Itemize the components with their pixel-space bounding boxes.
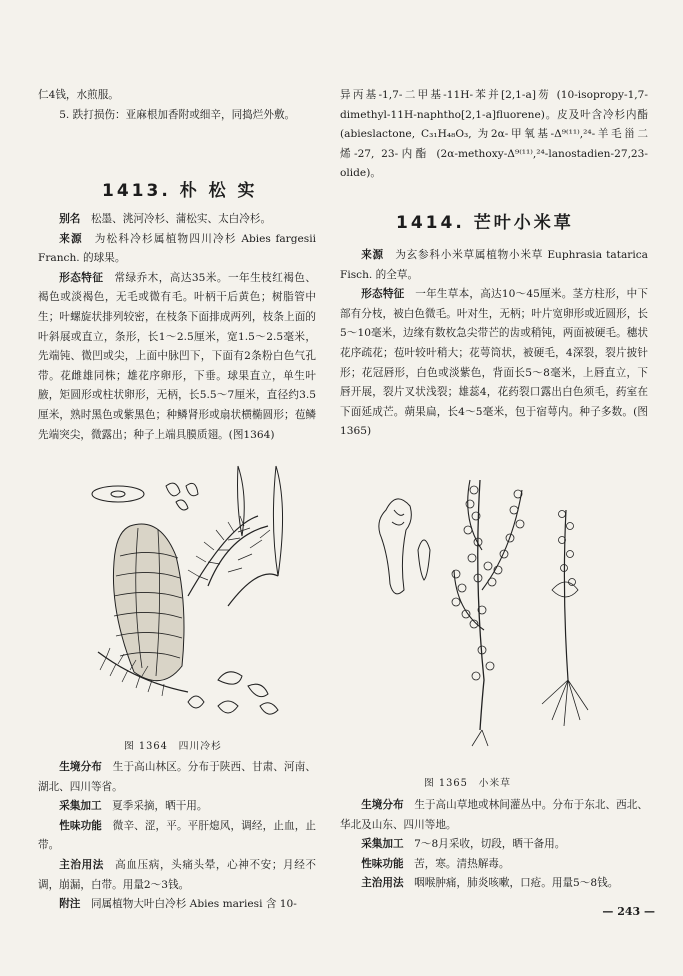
usage-text-2: 咽喉肿痛，肺炎咳嗽，口疮。用量5～8钱。 (414, 877, 619, 890)
habitat-text: 生于高山林区。分布于陕西、甘肃、河南、湖北、四川等省。 (38, 761, 317, 793)
nature-label-2: 性味功能 (361, 857, 404, 870)
main-stem-drawing (478, 480, 484, 730)
page-number: — 243 — (602, 905, 655, 918)
nature-text: 微辛、涩，平。平肝熄风，调经，止血，止带。 (38, 819, 317, 852)
habitat-text-2: 生于高山草地或林间灌丛中。分布于东北、西北、华北及山东、四川等地。 (340, 799, 649, 831)
morph-label: 形态特征 (59, 271, 104, 284)
harvest-label: 采集加工 (59, 800, 102, 813)
entry-1413-details (38, 758, 316, 915)
intro-block (38, 86, 316, 125)
entry-1414-details (340, 796, 648, 894)
cone-drawing (113, 524, 184, 681)
euphrasia-illustration (370, 470, 620, 760)
morph-text: 常绿乔木，高达35米。一年生枝红褐色、褐色或淡褐色，无毛或微有毛。叶柄干后黄色；树脂管中生；叶螺旋状排列较密，在枝条下面排成两列，枝条上面的叶斜展或直立，条形，长1～2.5厘米，宽1.5～2.5毫米，先端钝、微凹或尖，上面中脉凹下，下面有2条粉白色气孔带。花雌雄同株；雄花序卵形，下垂。球果直立，单生叶腋，矩圆形或柱状卵形，无柄，长5.5～7厘米，直径约3.5厘米，熟时黑色或紫黑色；种鳞肾形或扇状横椭圆形；苞鳞先端突尖，微露出；种子上端具膜质翅。(图1364) (38, 271, 317, 441)
aliases-text: 松墨、洮河冷杉、蒲松实、太白冷杉。 (90, 213, 272, 225)
seed-wing-drawing (92, 486, 144, 502)
branch-drawing (188, 516, 278, 606)
usage-label: 主治用法 (59, 858, 104, 871)
morph-text-2: 一年生草本，高达10～45厘米。茎方柱形，中下部有分枝，被白色微毛。叶对生，无柄；叶片宽卵形或近圆形，长5～10毫米，边缘有数枚急尖带芒的齿或稍钝，两面被硬毛。穗状花序疏花；苞叶较叶稍大；花萼筒状，被硬毛，4深裂，裂片披针形；花冠唇形，白色或淡紫色，背面长5～8毫米，上唇直立，下唇开展，裂片叉状浅裂；雄蕊4，花药裂口露出白色须毛，药室在下面延成芒。蒴果扁，长4～5毫米，包于宿萼内。种子多数。(图1365) (340, 288, 649, 438)
leaf-clusters-drawing (452, 486, 524, 680)
note-text: 同属植物大叶白冷杉 Abies mariesi 含 10- (90, 898, 297, 911)
harvest-text: 夏季采摘，晒干用。 (112, 800, 208, 813)
figure-1365-caption: 图 1365 小米草 (424, 778, 512, 789)
entry-1414-text (340, 246, 648, 442)
harvest-label-2: 采集加工 (361, 838, 404, 851)
harvest-text-2: 7～8月采收，切段，晒干备用。 (414, 838, 566, 851)
continuation-block (340, 86, 648, 184)
entry-title-1414: 1414. 芒叶小米草 (396, 213, 574, 233)
source-text-2: 为玄参科小米草属植物小米草 Euphrasia tatarica Fisch. 的全草。 (340, 249, 648, 281)
usage-label-2: 主治用法 (361, 877, 404, 890)
note-label: 附注 (59, 898, 81, 911)
morph-label-2: 形态特征 (361, 288, 405, 301)
needle-drawing-2 (273, 466, 282, 576)
continuation-text: 异丙基-1,7-二甲基-11H-苯并[2,1-a]芴 (10-isopropy-1,7-dimethyl-11H-naphtho[2,1-a]fluorene)。皮及叶含冷杉内酯 (abieslactone, C₃₁H₄₈O₃, 为2α-甲氧基-Δ⁹⁽¹¹⁾,²⁴-羊毛甾二烯-27, 23-内酯 (2α-methoxy-Δ⁹⁽¹¹⁾,²⁴-lanostadien-27,23-olide)。 (340, 89, 648, 180)
figure-1364-caption: 图 1364 四川冷杉 (124, 741, 222, 752)
habitat-label-2: 生境分布 (361, 799, 404, 811)
intro-line-2: 5. 跌打损伤：亚麻根加香附或细辛，同捣烂外敷。 (59, 108, 296, 121)
nature-text-2: 苦，寒。清热解毒。 (414, 857, 510, 870)
source-label-2: 来源 (361, 249, 384, 261)
habitat-label: 生境分布 (59, 761, 103, 773)
source-label: 来源 (59, 232, 83, 245)
fir-illustration (38, 456, 316, 736)
entry-title-1413: 1413. 朴 松 实 (102, 181, 258, 201)
usage-text: 高血压病，头痛头晕，心神不安；月经不调，崩漏，白带。用量2～3钱。 (38, 858, 317, 891)
scale-detail-drawing (218, 672, 242, 684)
flower-detail-drawing (379, 499, 411, 594)
aliases-label: 别名 (59, 213, 81, 225)
stamen-detail-drawing (418, 540, 430, 580)
entry-1413-text (38, 210, 316, 445)
intro-line-1: 仁4钱，水煎服。 (38, 89, 119, 101)
nature-label: 性味功能 (59, 819, 103, 832)
roots-drawing (542, 680, 588, 726)
small-plant-stem-drawing (564, 510, 568, 680)
bract-scale-drawing (166, 483, 180, 496)
source-text: 为松科冷杉属植物四川冷杉 Abies fargesii Franch. 的球果。 (38, 232, 317, 265)
